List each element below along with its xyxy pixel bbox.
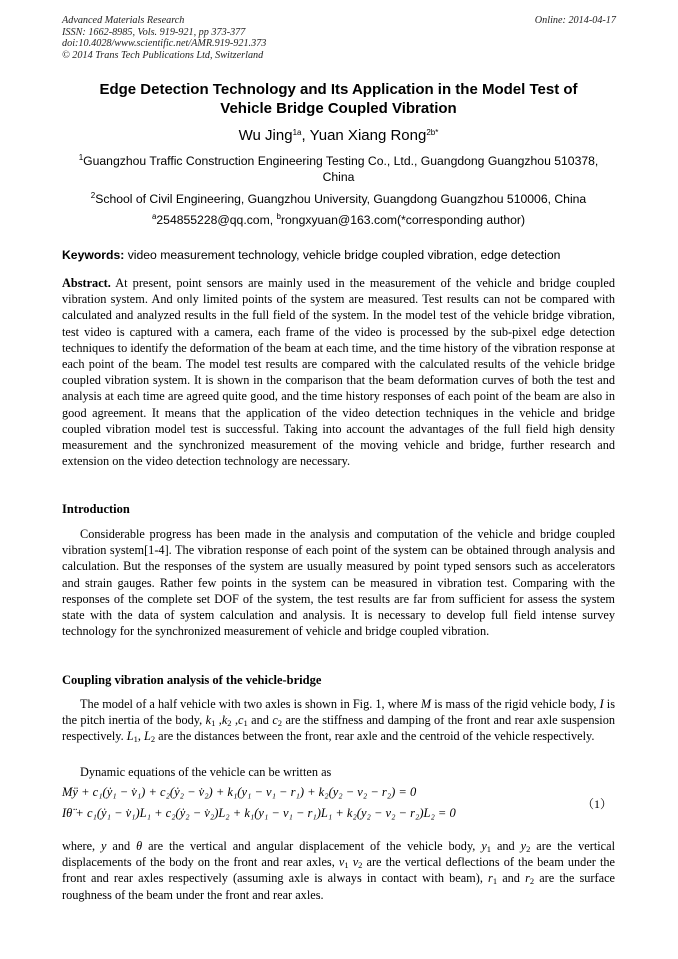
coupling-paragraph-2: Dynamic equations of the vehicle can be written as	[80, 765, 332, 779]
abstract-label: Abstract.	[62, 276, 111, 290]
author-line	[62, 127, 615, 144]
author-1-sup: 1a	[292, 128, 302, 137]
keywords-text: video measurement technology, vehicle bridge coupled vibration, edge detection	[124, 248, 561, 262]
p3-text-2: and	[106, 839, 137, 853]
p3-text-1: where,	[62, 839, 102, 853]
p3-text-4: and	[491, 839, 521, 853]
symbol-I: I	[599, 697, 604, 711]
symbol-v1-sub: 1	[344, 860, 349, 871]
symbol-v2-sub: 2	[358, 860, 363, 871]
keywords	[62, 248, 615, 262]
email-line	[62, 213, 615, 229]
symbol-y2-sub: 2	[526, 844, 531, 854]
coupling-paragraph-1	[62, 696, 615, 745]
symbol-y: y	[101, 839, 107, 853]
email-b: rongxyuan@163.com(*corresponding author)	[280, 213, 526, 227]
title-line-2: Vehicle Bridge Coupled Vibration	[220, 100, 457, 117]
symbol-c2: c	[272, 713, 278, 728]
symbol-k2-sub: 2	[227, 718, 232, 729]
symbol-c2-sub: 2	[277, 718, 283, 729]
journal-name: Advanced Materials Research	[62, 15, 185, 26]
symbol-L2-sub: 2	[150, 734, 156, 745]
affiliation-2-text: School of Civil Engineering, Guangzhou University, Guangdong Guangzhou 510006, China	[95, 192, 587, 206]
affiliation-1-line-2: China	[322, 169, 355, 184]
p1-text-5: are the distances between the front, rear axle and the centroid of the vehicle respectively.	[155, 729, 595, 744]
affiliation-2	[62, 192, 615, 208]
p3-text-9: are the surface roughness of the beam under the front and rear axles.	[62, 871, 615, 902]
introduction-heading: Introduction	[62, 502, 130, 516]
symbol-r2: r	[525, 871, 530, 886]
coupling-paragraph-3	[62, 838, 615, 903]
affiliation-2-sup: 2	[90, 191, 96, 200]
symbol-L1: L	[126, 729, 134, 744]
equation-number: （1）	[581, 797, 612, 811]
equation-1-line-1: Mÿ + c₁(ẏ₁ − v̇₁) + c₂(ẏ₂ − v̇₂) + k₁(y₁ − v₁ − r₁) + k₂(y₂ − v₂ − r₂) = 0	[62, 785, 417, 799]
p3-text-7: are the vertical deflections of the beam under the front and rear axles respectively (assuming axle is always in contact with beam),	[62, 855, 615, 886]
abstract-text: At present, point sensors are mainly used in the measurement of the vehicle and bridge coupled vibration system. And only limited points of the system are measured. Test results can not be compared with calculated and analyzed results in the full field of the system. In the model test of the vehicle bridge vibration, test video is captured with a camera, each frame of the video is processed by the sub-pixel edge detection techniques to identify the deformation of the beam at each time, and the time history of the vibration response at each point of the beam. The model test results are compared with the calculated results of the vehicle bridge coupled vibration system. It is shown in the comparison that the beam deformation curves of both the test and analysis at each time are agreed quite good, and the time history responses of each point of the beam are also in good agreement. It means that the application of the video detection techniques in the vehicle and bridge coupled vibration model test is successful. Taking into account the advantages of the full field high density measurement and the synchronized measurement of the moving vehicle and bridge, further research and extension on the video detection technology are necessary.	[62, 276, 615, 469]
doi-line: doi:10.4028/www.scientific.net/AMR.919-921.373	[62, 38, 267, 50]
email-a-sup: a	[151, 212, 157, 221]
symbol-theta: θ	[136, 839, 143, 853]
symbol-v2: v	[352, 855, 359, 870]
symbol-L2: L	[144, 729, 151, 744]
symbol-k1: k	[205, 713, 212, 728]
email-b-sup: b	[276, 212, 281, 221]
affiliation-1	[62, 154, 615, 185]
author-2-name: Yuan Xiang Rong	[309, 127, 427, 144]
email-a: 254855228@qq.com,	[156, 213, 277, 227]
author-separator: ,	[301, 127, 310, 144]
author-1-name: Wu Jing	[238, 127, 293, 144]
equation-1-line-2: Iθ̈ + c₁(ẏ₁ − v̇₁)L₁ + c₂(ẏ₂ − v̇₂)L₂ + k₁(y₁ − v₁ − r₁)L₁ + k₂(y₂ − v₂ − r₂)L₂ = 0	[62, 806, 456, 820]
symbol-M: M	[420, 697, 432, 711]
symbol-k2: k	[221, 713, 228, 728]
symbol-c1: c	[238, 713, 244, 728]
symbol-y1: y	[481, 839, 487, 853]
affiliation-1-line-1: Guangzhou Traffic Construction Engineering Testing Co., Ltd., Guangdong Guangzhou 510378,	[83, 154, 599, 168]
introduction-paragraph: Considerable progress has been made in the analysis and computation of the vehicle and bridge coupled vibration system[1-4]. The vibration response of each point of the system can be obtained through analysis and calculation. But the responses of the system are usually measured by point typed sensors such as accelerators and strain gauges. Rather few points in the system can be measured in vibration test. Comparing with the responses of the complete set DOF of the system, the test results are far from sufficient for assess the system state with the data of system calculation and analysis. It is necessary to develop full field intense survey technology for the synchronized measurement of vehicle and bridge coupled vibration.	[62, 527, 615, 639]
issn-line: ISSN: 1662-8985, Vols. 919-921, pp 373-377	[62, 26, 246, 38]
abstract	[62, 275, 615, 469]
symbol-c1-sub: 1	[243, 718, 248, 729]
keywords-label: Keywords:	[62, 248, 125, 262]
coupling-heading: Coupling vibration analysis of the vehicle-bridge	[62, 673, 322, 687]
author-2-sup: 2b*	[426, 128, 439, 137]
symbol-v1: v	[338, 855, 345, 870]
p1-text-4: are the stiffness and damping of the front and rear axle suspension respectively.	[62, 713, 615, 744]
symbol-r1-sub: 1	[492, 876, 498, 887]
p3-text-3: are the vertical and angular displacement of the vehicle body,	[142, 839, 482, 853]
online-date: Online: 2014-04-17	[534, 15, 616, 26]
title-line-1: Edge Detection Technology and Its Application in the Model Test of	[99, 81, 578, 98]
p1-comma-b: ,	[231, 713, 239, 728]
p1-text-1: The model of a half vehicle with two axles is shown in Fig. 1, where	[80, 697, 421, 711]
p1-and: and	[247, 713, 273, 728]
affiliation-1-sup: 1	[78, 153, 84, 162]
p1-text-2: is mass of the rigid vehicle body,	[431, 697, 600, 711]
journal-header	[62, 15, 266, 61]
p3-text-8: and	[497, 871, 526, 886]
p1-text-3: is the pitch inertia of the body,	[62, 697, 616, 728]
symbol-r1: r	[488, 871, 493, 886]
paper-title	[62, 80, 615, 118]
symbol-L1-sub: 1	[133, 734, 138, 745]
symbol-y1-sub: 1	[486, 844, 492, 854]
p1-comma-a: ,	[215, 713, 222, 728]
symbol-y2: y	[520, 839, 527, 853]
p3-text-5: are the vertical displacements of the body on the front and rear axles,	[62, 839, 615, 870]
symbol-k1-sub: 1	[211, 718, 216, 729]
copyright-line: © 2014 Trans Tech Publications Ltd, Switzerland	[62, 49, 264, 61]
p1-comma-c: ,	[137, 729, 145, 744]
symbol-r2-sub: 2	[529, 876, 535, 887]
